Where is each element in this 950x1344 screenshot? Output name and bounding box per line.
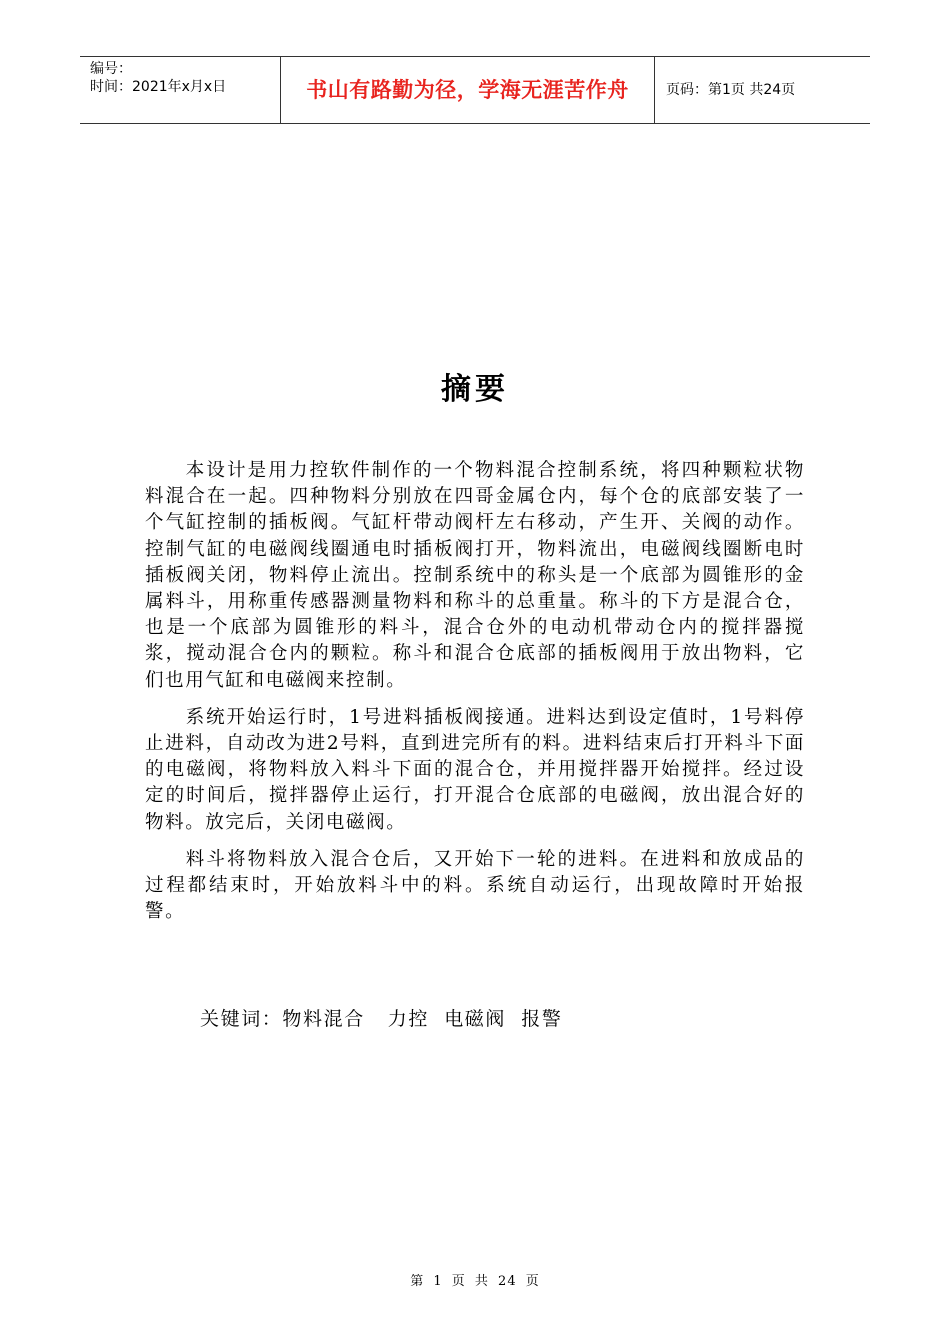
page-title: 摘要 <box>441 372 509 407</box>
abstract-paragraph: 料斗将物料放入混合仓后，又开始下一轮的进料。在进料和放成品的过程都结束时，开始放料斗中的料。系统自动运行，出现故障时开始报警。 <box>145 848 805 923</box>
page-footer-number: 第 1 页 共 24 页 <box>410 1274 540 1289</box>
header-number-label: 编号： <box>90 61 132 77</box>
header-divider <box>654 57 655 123</box>
header-time-label: 时间：2021年x月x日 <box>90 79 227 95</box>
header-motto: 书山有路勤为径，学海无涯苦作舟 <box>306 78 629 102</box>
header-page-info: 页码：第1页 共24页 <box>666 82 796 98</box>
keywords-line: 关键词：物料混合 力控 电磁阀 报警 <box>200 1008 563 1030</box>
abstract-paragraph: 系统开始运行时，1号进料插板阀接通。进料达到设定值时，1号料停止进料，自动改为进2号料，直到进完所有的料。进料结束后打开料斗下面的电磁阀，将物料放入料斗下面的混合仓，并用搅拌器开始搅拌。经过设定的时间后，搅拌器停止运行，打开混合仓底部的电磁阀，放出混合好的物料。放完后，关闭电磁阀。 <box>145 706 805 833</box>
abstract-paragraph: 本设计是用力控软件制作的一个物料混合控制系统，将四种颗粒状物料混合在一起。四种物料分别放在四哥金属仓内，每个仓的底部安装了一个气缸控制的插板阀。气缸杆带动阀杆左右移动，产生开、关阀的动作。控制气缸的电磁阀线圈通电时插板阀打开，物料流出，电磁阀线圈断电时插板阀关闭，物料停止流出。控制系统中的称头是一个底部为圆锥形的金属料斗，用称重传感器测量物料和称斗的总重量。称斗的下方是混合仓，也是一个底部为圆锥形的料斗，混合仓外的电动机带动仓内的搅拌器搅浆，搅动混合仓内的颗粒。称斗和混合仓底部的插板阀用于放出物料，它们也用气缸和电磁阀来控制。 <box>145 460 805 691</box>
page-header <box>80 56 870 124</box>
abstract-body <box>145 458 805 936</box>
header-meta <box>90 60 226 96</box>
